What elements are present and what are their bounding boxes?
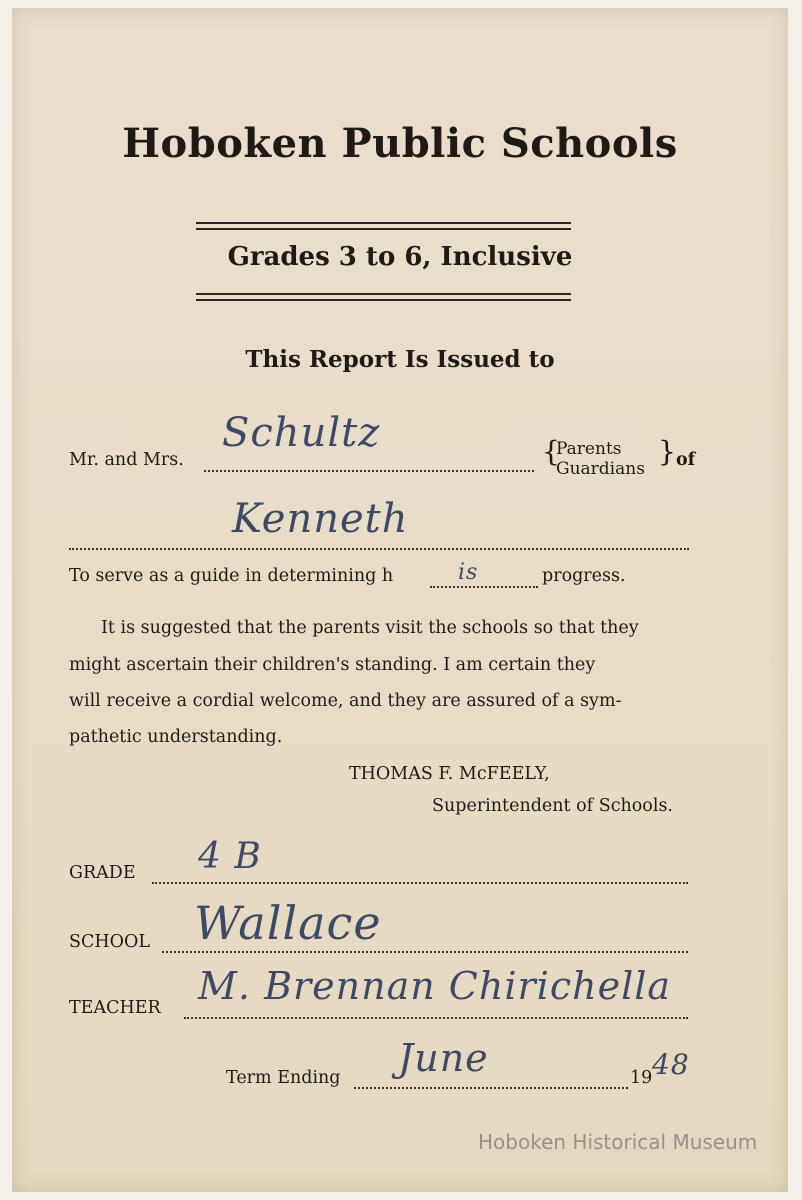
parents-name-field-line [204,470,534,472]
year-prefix: 19 [630,1068,653,1088]
superintendent-name: THOMAS F. McFEELY, [349,764,550,784]
child-name-field-line [69,548,689,550]
top-double-rule-a [196,222,571,224]
school-field-line [162,951,688,953]
term-field-line [354,1087,628,1089]
left-brace: { [542,435,560,468]
term-handwritten-value: June [398,1036,489,1080]
option-guardians: Guardians [556,459,645,479]
grades-subtitle: Grades 3 to 6, Inclusive [227,242,573,272]
teacher-field-line [184,1017,688,1019]
term-ending-label: Term Ending [226,1068,341,1088]
teacher-label: TEACHER [69,998,161,1018]
parents-guardians-options [556,439,645,479]
pronoun-field-line [430,586,538,588]
school-label: SCHOOL [69,932,150,952]
report-card-page [12,8,788,1192]
right-brace: } [658,435,676,468]
museum-watermark: Hoboken Historical Museum [478,1130,758,1154]
bottom-double-rule-b [196,299,571,301]
issued-to-heading: This Report Is Issued to [245,346,555,373]
handwritten-pronoun: is [458,560,479,585]
paragraph-line-4: pathetic understanding. [69,727,283,747]
grade-label: GRADE [69,863,136,883]
progress-text-before: To serve as a guide in determining h [69,566,394,586]
child-handwritten-name: Kenneth [232,496,409,542]
grade-field-line [152,882,688,884]
paragraph-line-2: might ascertain their children's standing. I am certain they [69,655,596,675]
superintendent-title: Superintendent of Schools. [432,796,673,816]
parents-suffix: of [676,450,696,470]
school-handwritten-value: Wallace [194,896,382,950]
bottom-double-rule-a [196,293,571,295]
option-parents: Parents [556,439,622,459]
year-handwritten-suffix: 48 [652,1048,690,1081]
school-district-title: Hoboken Public Schools [122,120,678,167]
paragraph-line-3: will receive a cordial welcome, and they are assured of a sym- [69,691,622,711]
progress-text-after: progress. [542,566,626,586]
grade-handwritten-value: 4 B [198,836,262,877]
top-double-rule-b [196,228,571,230]
parents-handwritten-name: Schultz [222,410,381,456]
teacher-handwritten-value: M. Brennan Chirichella [198,964,672,1008]
parents-prefix: Mr. and Mrs. [69,450,184,470]
paragraph-line-1: It is suggested that the parents visit the schools so that they [101,618,639,638]
